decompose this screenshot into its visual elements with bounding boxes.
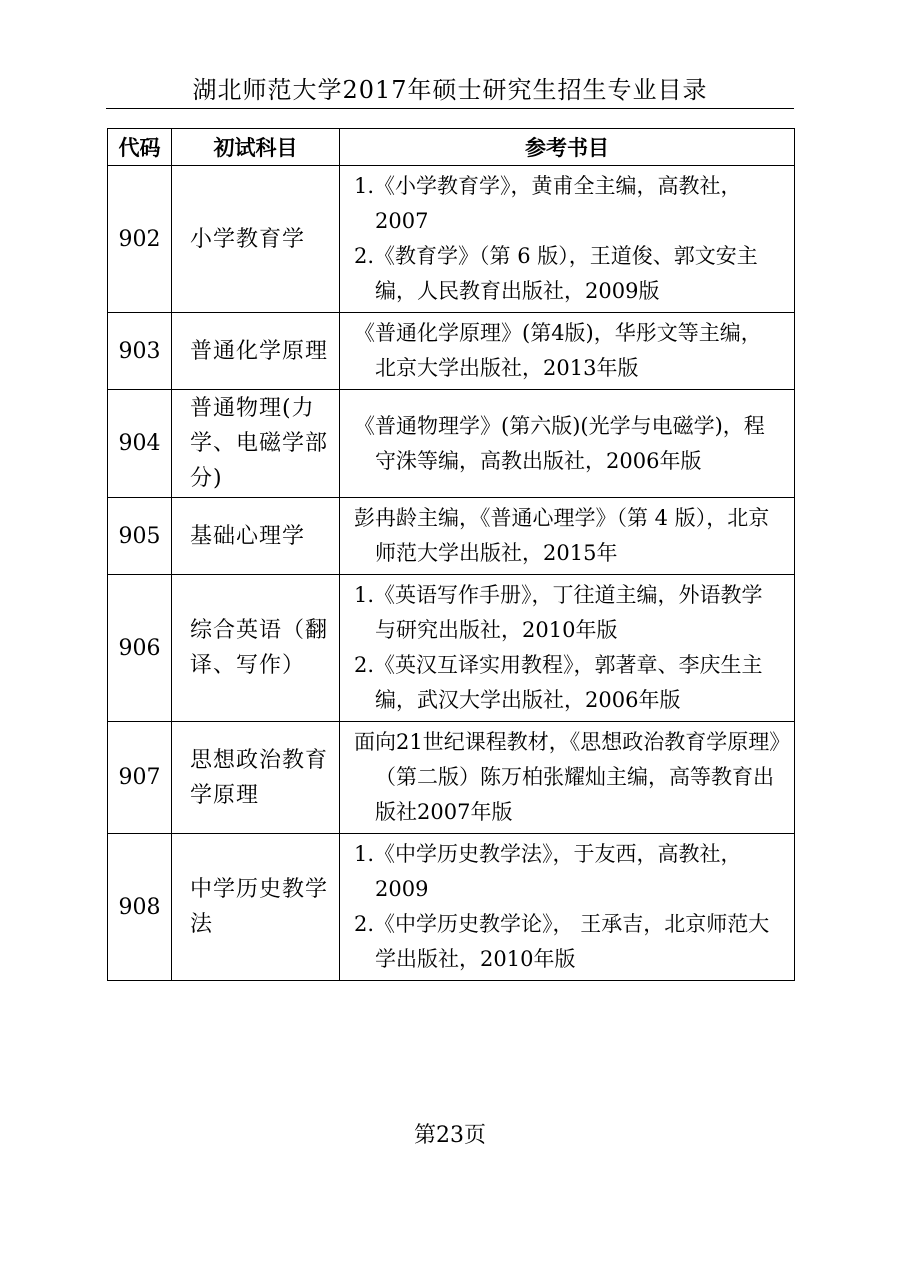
column-header-subject: 初试科目 (172, 129, 340, 166)
reference-books (340, 390, 795, 498)
catalog-table (107, 128, 795, 981)
course-code: 902 (108, 166, 172, 313)
reference-books (340, 834, 795, 981)
reference-entry: 面向21世纪课程教材，《思想政治教育学原理》（第二版）陈万柏张耀灿主编，高等教育出版社2007年版 (354, 730, 780, 824)
reference-entry: 《普通化学原理》(第4版)，华彤文等主编，北京大学出版社，2013年版 (354, 321, 762, 380)
table-row (108, 498, 795, 575)
course-code: 903 (108, 313, 172, 390)
reference-books (340, 722, 795, 834)
table-row (108, 722, 795, 834)
reference-entry: 2.《教育学》（第 6 版），王道俊、郭文安主编，人民教育出版社，2009版 (354, 244, 758, 303)
document-title: 湖北师范大学2017年硕士研究生招生专业目录 (192, 76, 708, 104)
table-header-row (108, 129, 795, 166)
exam-subject: 普通化学原理 (172, 313, 340, 390)
reference-entry: 1.《小学教育学》，黄甫全主编，高教社，2007 (354, 174, 742, 233)
exam-subject: 思想政治教育学原理 (172, 722, 340, 834)
reference-entry: 《普通物理学》(第六版)(光学与电磁学)，程守洙等编，高教出版社，2006年版 (354, 413, 765, 473)
table-row (108, 390, 795, 498)
course-code: 906 (108, 575, 172, 722)
exam-subject: 中学历史教学法 (172, 834, 340, 981)
table-row (108, 575, 795, 722)
course-code: 907 (108, 722, 172, 834)
table-row (108, 166, 795, 313)
table-row (108, 313, 795, 390)
reference-books (340, 313, 795, 390)
exam-subject: 基础心理学 (172, 498, 340, 575)
reference-entry: 1.《中学历史教学法》，于友西，高教社，2009 (354, 842, 742, 901)
course-code: 904 (108, 390, 172, 498)
header-divider (106, 108, 794, 109)
reference-books (340, 498, 795, 575)
reference-books (340, 166, 795, 313)
reference-books (340, 575, 795, 722)
page-number: 第23页 (414, 1123, 486, 1148)
course-code: 905 (108, 498, 172, 575)
reference-entry: 彭冉龄主编，《普通心理学》（第 4 版），北京师范大学出版社，2015年 (354, 506, 770, 565)
table-row (108, 834, 795, 981)
column-header-references: 参考书目 (340, 129, 795, 166)
exam-subject: 小学教育学 (172, 166, 340, 313)
course-code: 908 (108, 834, 172, 981)
exam-subject: 普通物理(力学、电磁学部分) (172, 390, 340, 498)
column-header-code: 代码 (108, 129, 172, 166)
reference-entry: 1.《英语写作手册》，丁往道主编，外语教学与研究出版社，2010年版 (354, 583, 763, 642)
reference-entry: 2.《英汉互译实用教程》，郭著章、李庆生主编，武汉大学出版社，2006年版 (354, 653, 763, 712)
exam-subject: 综合英语（翻译、写作） (172, 575, 340, 722)
reference-entry: 2.《中学历史教学论》， 王承吉，北京师范大学出版社，2010年版 (354, 912, 770, 971)
